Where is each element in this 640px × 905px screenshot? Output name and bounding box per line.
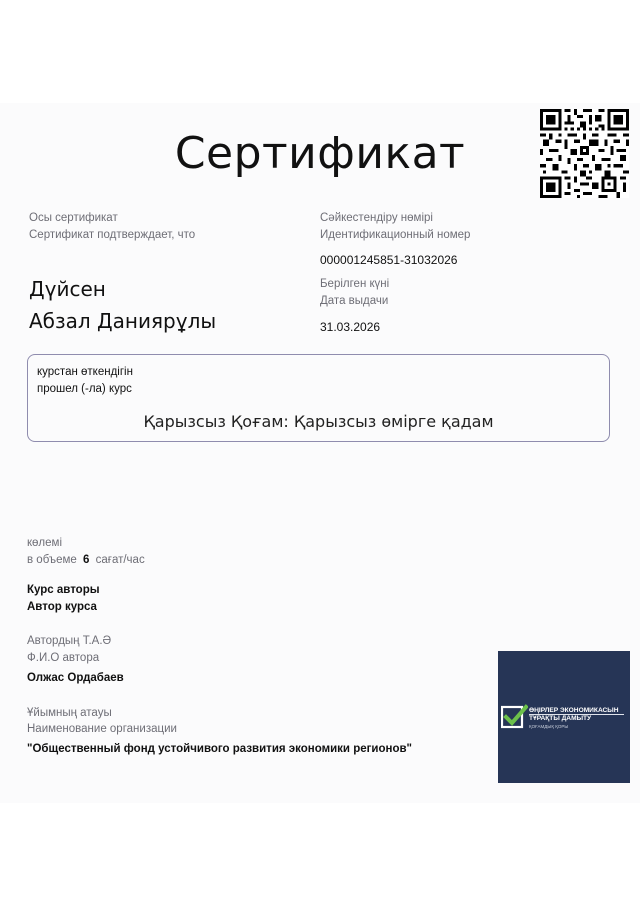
intro-label-kz: Осы сертификат	[29, 212, 118, 224]
recipient-surname: Дүйсен	[29, 277, 106, 301]
recipient-name: Абзал Даниярұлы	[29, 309, 217, 333]
author-title-ru: Автор курса	[27, 601, 97, 613]
date-label-kz: Берілген күні	[320, 278, 390, 290]
id-label-ru: Идентификационный номер	[320, 229, 471, 241]
organization-logo	[498, 651, 630, 783]
checkmark-icon	[501, 704, 528, 729]
volume-hours: 6	[83, 554, 90, 566]
qr-code-icon	[540, 109, 629, 198]
author-fio-value: Олжас Ордабаев	[27, 672, 124, 684]
date-label-ru: Дата выдачи	[320, 295, 389, 307]
volume-label-kz: көлемі	[27, 537, 62, 549]
id-value: 000001245851-31032026	[320, 253, 458, 267]
org-label-ru: Наименование организации	[27, 723, 177, 735]
author-fio-label-ru: Ф.И.О автора	[27, 652, 100, 664]
id-label-kz: Сәйкестендіру нөмірі	[320, 212, 433, 224]
org-value: "Общественный фонд устойчивого развития экономики регионов"	[27, 743, 412, 755]
course-passed-ru: прошел (-ла) курс	[37, 383, 132, 395]
certificate-title: Сертификат	[174, 128, 466, 179]
logo-line2: ТҰРАҚТЫ ДАМЫТУ	[529, 715, 592, 722]
author-fio-label-kz: Автордың Т.А.Ә	[27, 635, 112, 647]
course-name: Қарызсыз Қоғам: Қарызсыз өмірге қадам	[143, 412, 494, 431]
date-value: 31.03.2026	[320, 320, 381, 334]
author-title-kz: Курс авторы	[27, 584, 100, 596]
volume-prefix: в объеме	[27, 554, 77, 566]
logo-line1: ӨҢІРЛЕР ЭКОНОМИКАСЫН	[529, 707, 619, 714]
logo-line3: ҚОҒАМДЫҚ ҚОРЫ	[529, 724, 569, 729]
course-box	[27, 354, 610, 442]
org-label-kz: Ұйымның атауы	[27, 707, 112, 719]
intro-label-ru: Сертификат подтверждает, что	[29, 229, 196, 241]
volume-unit: сағат/час	[95, 554, 145, 566]
volume-line	[27, 554, 145, 566]
course-passed-kz: курстан өткендігін	[37, 366, 133, 378]
